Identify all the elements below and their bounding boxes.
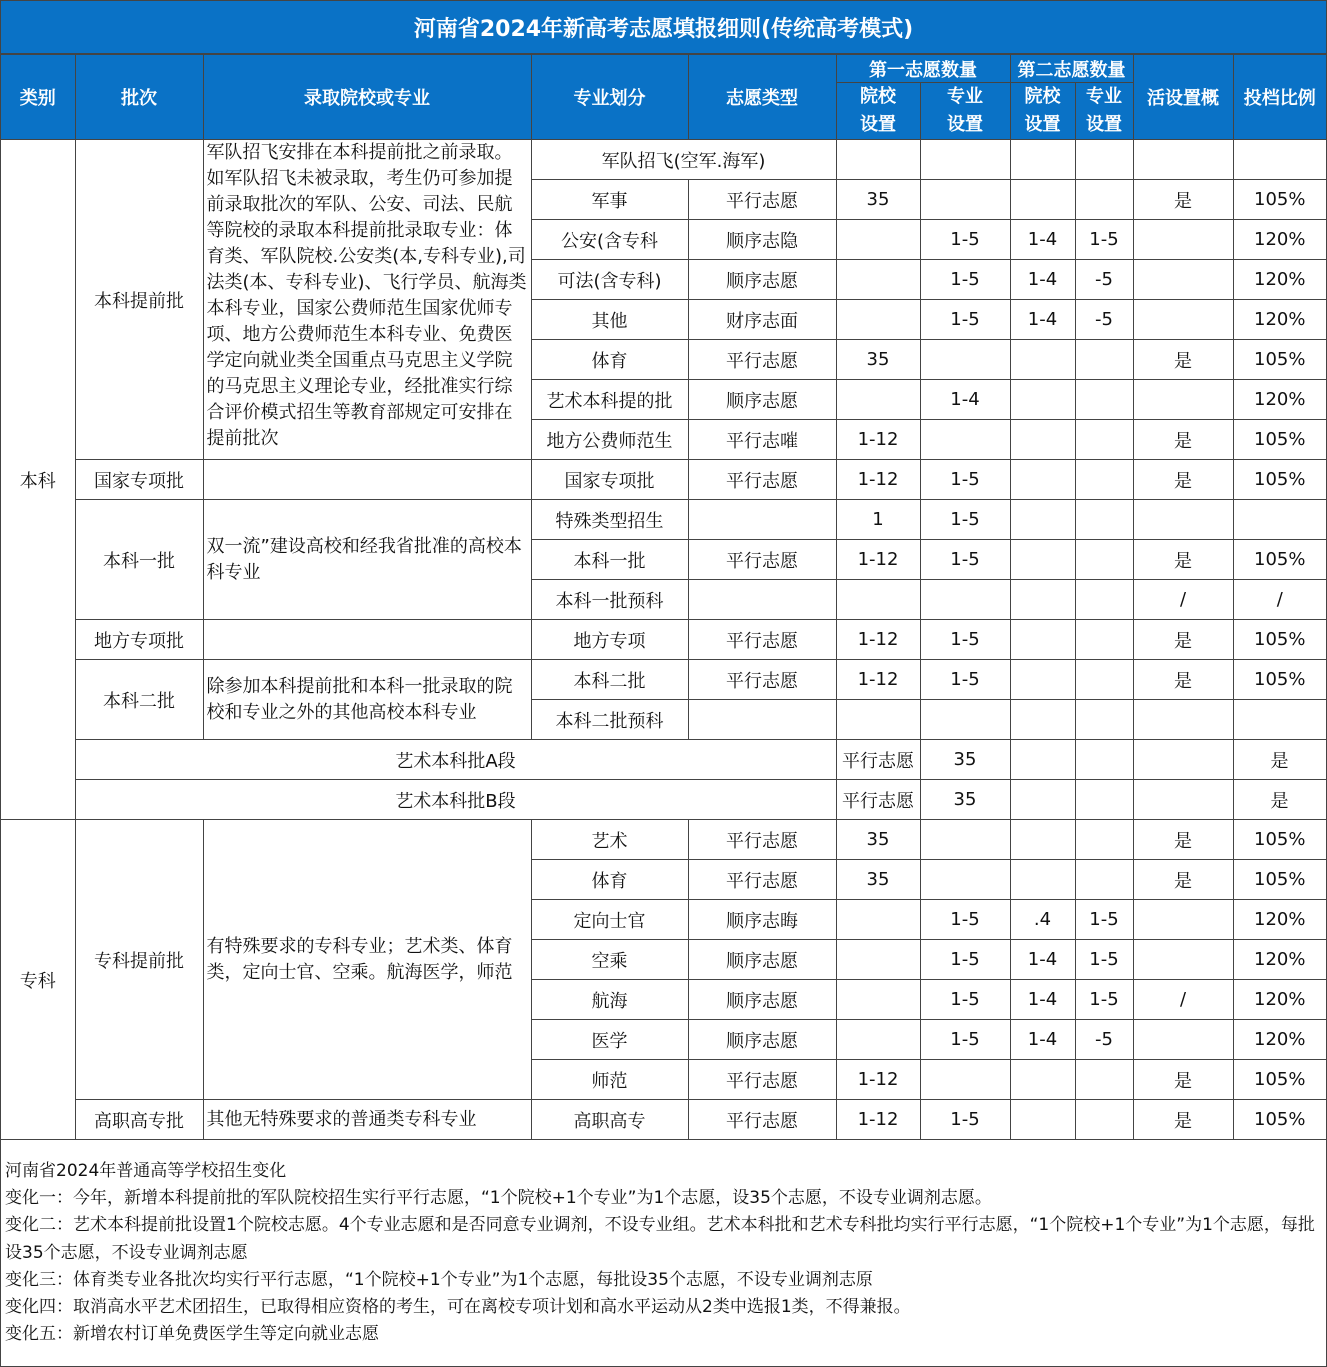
type-cell: 财序志面 xyxy=(688,300,836,340)
value-cell: 1-12 xyxy=(836,660,920,700)
division-cell: 空乘 xyxy=(531,940,688,980)
table-row xyxy=(1,500,1326,540)
batch-cell: 国家专项批 xyxy=(75,460,203,500)
value-cell: -5 xyxy=(1075,300,1133,340)
header-type: 志愿类型 xyxy=(688,55,836,140)
policy-table xyxy=(1,54,1326,1140)
description-cell: 有特殊要求的专科专业；艺术类、体育类，定向士官、空乘。航海医学，师范 xyxy=(203,820,531,1100)
value-cell: 35 xyxy=(836,820,920,860)
type-cell: 平行志愿 xyxy=(688,1100,836,1140)
division-cell: 地方专项 xyxy=(531,620,688,660)
value-cell: 1-4 xyxy=(1010,940,1075,980)
batch-cell: 本科一批 xyxy=(75,500,203,620)
change-item: 变化一：今年，新增本科提前批的军队院校招生实行平行志愿，“1个院校+1个专业”为1个志愿，设35个志愿，不设专业调剂志愿。 xyxy=(5,1188,992,1209)
value-cell: 1-5 xyxy=(1075,940,1133,980)
value-cell: 105% xyxy=(1233,420,1326,460)
value-cell: 120% xyxy=(1233,300,1326,340)
division-cell: 军队招飞(空军.海军) xyxy=(531,140,836,180)
value-cell: / xyxy=(1133,980,1233,1020)
value-cell: .4 xyxy=(1010,900,1075,940)
division-cell: 公安(含专科 xyxy=(531,220,688,260)
header-batch: 批次 xyxy=(75,55,203,140)
description-cell: 双一流”建设高校和经我省批准的高校本科专业 xyxy=(203,500,531,620)
value-cell: 105% xyxy=(1233,860,1326,900)
value-cell: 1-5 xyxy=(1075,900,1133,940)
type-cell: 顺序志隐 xyxy=(688,220,836,260)
type-cell: 平行志愿 xyxy=(836,740,920,780)
type-cell: 平行志愿 xyxy=(688,860,836,900)
table-row xyxy=(1,140,1326,180)
type-cell: 平行志愿 xyxy=(688,460,836,500)
value-cell: 35 xyxy=(836,180,920,220)
header-schools: 录取院校或专业 xyxy=(203,55,531,140)
change-item: 变化二：艺术本科提前批设置1个院校志愿。4个专业志愿和是否同意专业调剂，不设专业组。艺术本科批和艺术专科批均实行平行志愿，“1个院校+1个专业”为1个志愿，每批设35个志愿，不设专业调剂志愿 xyxy=(5,1215,1315,1263)
division-cell: 本科一批 xyxy=(531,540,688,580)
division-cell: 特殊类型招生 xyxy=(531,500,688,540)
value-cell: 105% xyxy=(1233,1100,1326,1140)
type-cell: 顺序志愿 xyxy=(688,1020,836,1060)
type-cell: 顺序志愿 xyxy=(688,260,836,300)
value-cell: 1-5 xyxy=(920,900,1010,940)
notes-title: 河南省2024年普通高等学校招生变化 xyxy=(5,1161,287,1181)
value-cell: 1-5 xyxy=(920,1100,1010,1140)
value-cell: 120% xyxy=(1233,940,1326,980)
value-cell: 120% xyxy=(1233,900,1326,940)
header-category: 类别 xyxy=(1,55,75,140)
value-cell: 105% xyxy=(1233,820,1326,860)
value-cell: -5 xyxy=(1075,1020,1133,1060)
division-cell: 定向士官 xyxy=(531,900,688,940)
type-cell: 平行志愿 xyxy=(688,340,836,380)
value-cell: 是 xyxy=(1133,1100,1233,1140)
table-row xyxy=(1,620,1326,660)
batch-cell: 地方专项批 xyxy=(75,620,203,660)
change-item: 变化三：体育类专业各批次均实行平行志愿，“1个院校+1个专业”为1个志愿，每批设35个志愿，不设专业调剂志原 xyxy=(5,1269,873,1290)
value-cell: 105% xyxy=(1233,180,1326,220)
division-cell: 其他 xyxy=(531,300,688,340)
division-cell: 本科一批预科 xyxy=(531,580,688,620)
header-division: 专业划分 xyxy=(531,55,688,140)
type-cell: 顺序志愿 xyxy=(688,980,836,1020)
value-cell: -5 xyxy=(1075,260,1133,300)
division-cell: 本科二批预科 xyxy=(531,700,688,740)
value-cell: 是 xyxy=(1133,660,1233,700)
value-cell: 是 xyxy=(1133,460,1233,500)
value-cell: 105% xyxy=(1233,340,1326,380)
value-cell: 105% xyxy=(1233,620,1326,660)
division-cell: 高职高专 xyxy=(531,1100,688,1140)
header-second-choice: 第二志愿数量 xyxy=(1010,55,1133,83)
value-cell: 120% xyxy=(1233,220,1326,260)
value-cell: 1-12 xyxy=(836,1100,920,1140)
batch-cell: 艺术本科批B段 xyxy=(75,780,836,820)
value-cell: 35 xyxy=(920,780,1010,820)
division-cell: 艺术 xyxy=(531,820,688,860)
value-cell: 1-5 xyxy=(920,620,1010,660)
value-cell: 1-5 xyxy=(920,460,1010,500)
batch-cell: 专科提前批 xyxy=(75,820,203,1100)
value-cell: 1-5 xyxy=(1075,220,1133,260)
header-first-major: 专业 设置 xyxy=(920,83,1010,140)
value-cell: 是 xyxy=(1133,540,1233,580)
type-cell: 平行志愿 xyxy=(688,620,836,660)
table-row xyxy=(1,1100,1326,1140)
value-cell: 1-4 xyxy=(1010,300,1075,340)
value-cell: 1-12 xyxy=(836,420,920,460)
value-cell: 1-5 xyxy=(920,660,1010,700)
type-cell: 平行志愿 xyxy=(688,1060,836,1100)
value-cell: 35 xyxy=(836,860,920,900)
type-cell: 平行志愿 xyxy=(688,180,836,220)
type-cell: 顺序志愿 xyxy=(688,380,836,420)
value-cell: 1-4 xyxy=(920,380,1010,420)
value-cell: 1 xyxy=(836,500,920,540)
header-first-choice: 第一志愿数量 xyxy=(836,55,1010,83)
description-cell: 其他无特殊要求的普通类专科专业 xyxy=(203,1100,531,1140)
value-cell: 是 xyxy=(1233,740,1326,780)
division-cell: 师范 xyxy=(531,1060,688,1100)
value-cell: 120% xyxy=(1233,1020,1326,1060)
value-cell: 1-5 xyxy=(920,980,1010,1020)
division-cell: 体育 xyxy=(531,340,688,380)
category-cell: 本科 xyxy=(1,140,75,820)
batch-cell: 艺术本科批A段 xyxy=(75,740,836,780)
table-row xyxy=(1,780,1326,820)
header-second-major: 专业 设置 xyxy=(1075,83,1133,140)
header-adjust: 活设置概 xyxy=(1133,55,1233,140)
type-cell: 顺序志愿 xyxy=(688,940,836,980)
division-cell: 航海 xyxy=(531,980,688,1020)
value-cell: 1-5 xyxy=(920,540,1010,580)
value-cell: 是 xyxy=(1133,340,1233,380)
value-cell: 1-12 xyxy=(836,620,920,660)
category-cell: 专科 xyxy=(1,820,75,1140)
division-cell: 艺术本科提的批 xyxy=(531,380,688,420)
value-cell: 1-5 xyxy=(920,260,1010,300)
sheet-title: 河南省2024年新高考志愿填报细则(传统高考模式) xyxy=(1,1,1326,54)
division-cell: 可法(含专科) xyxy=(531,260,688,300)
value-cell: 1-5 xyxy=(920,1020,1010,1060)
table-row xyxy=(1,820,1326,860)
type-cell: 平行志愿 xyxy=(688,540,836,580)
value-cell: 120% xyxy=(1233,260,1326,300)
value-cell: 105% xyxy=(1233,1060,1326,1100)
value-cell: 是 xyxy=(1133,820,1233,860)
batch-cell: 高职高专批 xyxy=(75,1100,203,1140)
table-row xyxy=(1,460,1326,500)
value-cell: 1-5 xyxy=(920,220,1010,260)
value-cell: 35 xyxy=(920,740,1010,780)
batch-cell: 本科二批 xyxy=(75,660,203,740)
value-cell: 120% xyxy=(1233,980,1326,1020)
value-cell: 1-12 xyxy=(836,1060,920,1100)
value-cell: 是 xyxy=(1233,780,1326,820)
division-cell: 体育 xyxy=(531,860,688,900)
type-cell: 平行志愿 xyxy=(836,780,920,820)
description-cell: 军队招飞安排在本科提前批之前录取。如军队招飞未被录取，考生仍可参加提前录取批次的军队、公安、司法、民航等院校的录取本科提前批录取专业：体育类、军队院校.公安类(本,专科专业),司法类(本、专科专业)、飞行学员、航海类本科专业，国家公费师范生国家优师专项、地方公费师范生本科专业、免费医学定向就业类全国重点马克思主义学院的马克思主义理论专业，经批准实行综合评价模式招生等教育部规定可安排在提前批次 xyxy=(203,140,531,460)
header-ratio: 投档比例 xyxy=(1233,55,1326,140)
value-cell: 1-4 xyxy=(1010,980,1075,1020)
table-row xyxy=(1,740,1326,780)
changes-notes xyxy=(1,1140,1326,1348)
value-cell: 1-5 xyxy=(1075,980,1133,1020)
division-cell: 本科二批 xyxy=(531,660,688,700)
division-cell: 军事 xyxy=(531,180,688,220)
division-cell: 地方公费师范生 xyxy=(531,420,688,460)
value-cell: 是 xyxy=(1133,420,1233,460)
division-cell: 国家专项批 xyxy=(531,460,688,500)
type-cell: 平行志嗺 xyxy=(688,420,836,460)
value-cell: / xyxy=(1133,580,1233,620)
type-cell: 平行志愿 xyxy=(688,660,836,700)
value-cell: 1-4 xyxy=(1010,1020,1075,1060)
value-cell: 1-5 xyxy=(920,300,1010,340)
type-cell: 顺序志晦 xyxy=(688,900,836,940)
table-row xyxy=(1,660,1326,700)
value-cell: 120% xyxy=(1233,380,1326,420)
value-cell: 是 xyxy=(1133,860,1233,900)
value-cell: 35 xyxy=(836,340,920,380)
value-cell: 1-4 xyxy=(1010,260,1075,300)
value-cell: 1-5 xyxy=(920,500,1010,540)
description-cell: 除参加本科提前批和本科一批录取的院校和专业之外的其他高校本科专业 xyxy=(203,660,531,740)
value-cell: 1-12 xyxy=(836,460,920,500)
value-cell: 1-12 xyxy=(836,540,920,580)
batch-cell: 本科提前批 xyxy=(75,140,203,460)
change-item: 变化四：取消高水平艺术团招生，已取得相应资格的考生，可在离校专项计划和高水平运动从2类中选报1类，不得兼报。 xyxy=(5,1297,911,1318)
division-cell: 医学 xyxy=(531,1020,688,1060)
change-item: 变化五：新增农村订单免费医学生等定向就业志愿 xyxy=(5,1324,379,1345)
value-cell: 1-4 xyxy=(1010,220,1075,260)
value-cell: / xyxy=(1233,580,1326,620)
header-second-school: 院校 设置 xyxy=(1010,83,1075,140)
value-cell: 105% xyxy=(1233,460,1326,500)
value-cell: 是 xyxy=(1133,180,1233,220)
header-first-school: 院校 设置 xyxy=(836,83,920,140)
value-cell: 是 xyxy=(1133,620,1233,660)
type-cell: 平行志愿 xyxy=(688,820,836,860)
value-cell: 1-5 xyxy=(920,940,1010,980)
value-cell: 105% xyxy=(1233,540,1326,580)
value-cell: 是 xyxy=(1133,1060,1233,1100)
value-cell: 105% xyxy=(1233,660,1326,700)
